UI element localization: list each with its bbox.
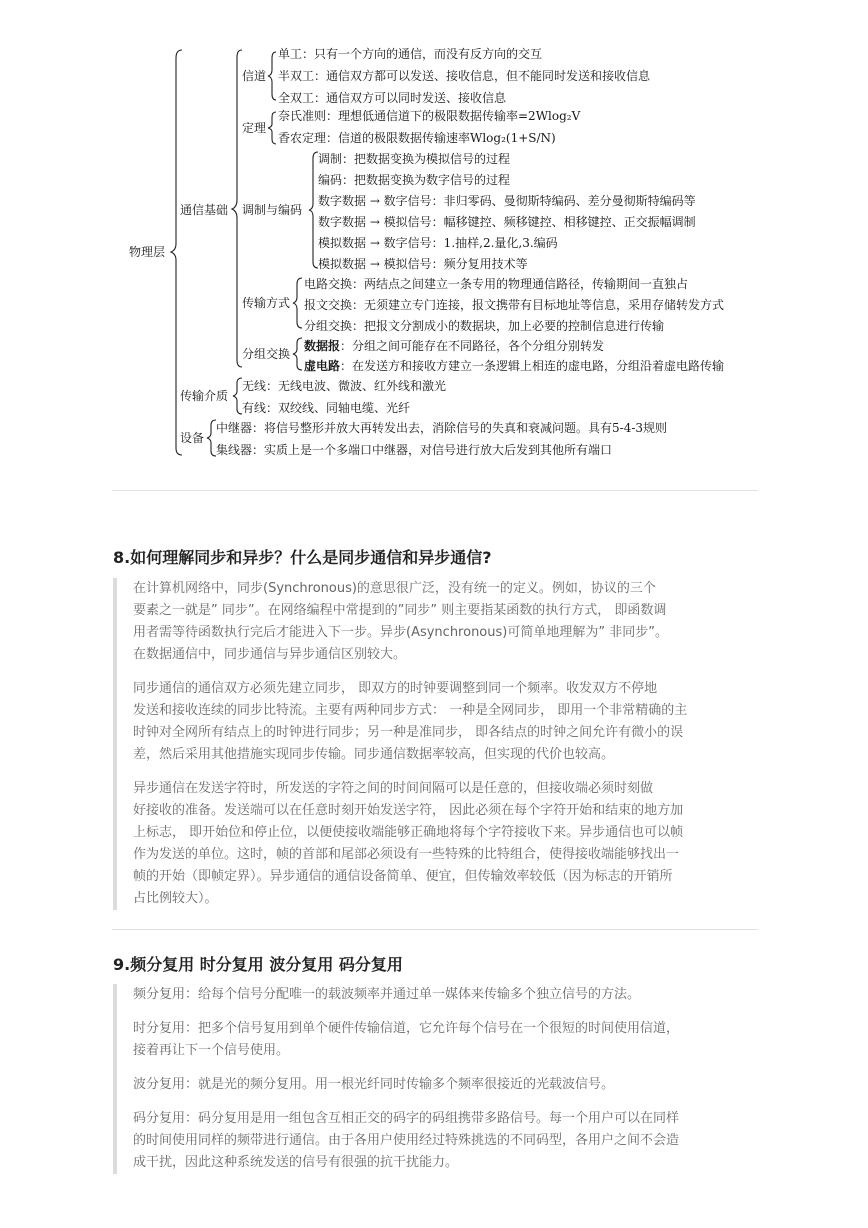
packet-item <box>304 338 604 354</box>
mindmap-packet-switching: 分组交换 <box>242 347 291 361</box>
packet-desc: ：在发送方和接收方建立一条逻辑上相连的虚电路，分组沿着虚电路传输 <box>340 359 725 373</box>
medium-item: 有线：双绞线、同轴电缆、光纤 <box>242 401 411 415</box>
mindmap-device: 设备 <box>180 431 205 445</box>
paragraph: 频分复用：给每个信号分配唯一的载波频率并通过单一媒体来传输多个独立信号的方法。 <box>133 987 641 1002</box>
medium-item: 无线：无线电波、微波、红外线和激光 <box>242 379 447 393</box>
bracket-medium <box>233 378 242 414</box>
channel-item: 全双工：通信双方可以同时发送、接收信息 <box>278 91 507 105</box>
device-item: 集线器：实质上是一个多端口中继器，对信号进行放大后发到其他所有端口 <box>216 443 613 457</box>
paragraph: 码分复用：码分复用是用一组包含互相正交的码字的码组携带多路信号。每一个用户可以在同样 的时间使用同样的频带进行通信。由于各用户使用经过特殊挑选的不同码型，各用户之间不会造 成干扰，因此这种系统发送的信号有很强的抗干扰能力。 <box>133 1111 680 1170</box>
packet-term: 数据报 <box>304 339 341 353</box>
device-item: 中继器：将信号整形并放大再转发出去，消除信号的失真和衰减问题。具有5-4-3规则 <box>216 421 668 435</box>
section-8-quote <box>113 578 750 910</box>
channel-item: 半双工：通信双方都可以发送、接收信息，但不能同时发送和接收信息 <box>278 69 651 83</box>
mindmap-comm-basics: 通信基础 <box>180 203 229 217</box>
mindmap-medium: 传输介质 <box>180 389 229 403</box>
paragraph: 时分复用：把多个信号复用到单个硬件传输信道，它允许每个信号在一个很短的时间使用信道， 接着再让下一个信号使用。 <box>133 1021 680 1058</box>
transmission-item: 电路交换：两结点之间建立一条专用的物理通信路径，传输期间一直独占 <box>304 277 689 291</box>
packet-term: 虚电路 <box>304 359 341 373</box>
paragraph: 波分复用：就是光的频分复用。用一根光纤同时传输多个频率很接近的光载波信号。 <box>133 1077 615 1092</box>
modulation-item: 模拟数据 → 模拟信号：频分复用技术等 <box>318 257 528 271</box>
section-divider <box>112 490 758 491</box>
mindmap-transmission: 传输方式 <box>242 296 291 310</box>
theorem-item: 奈氏准则：理想低通信道下的极限数据传输率=2Wlog₂V <box>278 109 581 123</box>
paragraph: 在计算机网络中，同步(Synchronous)的意思很广泛，没有统一的定义。例如，协议的三个 要素之一就是” 同步”。在网络编程中常提到的”同步” 则主要指某函数的执行方式， 即函数调 用者需等待函数执行完后才能进入下一步。异步(Asynchronous)可简单地理解为” 非同步”。 在数据通信中，同步通信与异步通信区别较大。 <box>133 581 668 662</box>
modulation-item: 调制：把数据变换为模拟信号的过程 <box>318 152 511 166</box>
modulation-item: 数字数据 → 模拟信号：幅移键控、频移键控、相移键控、正交振幅调制 <box>318 215 696 229</box>
transmission-item: 报文交换：无须建立专门连接，报文携带有目标地址等信息，采用存储转发方式 <box>304 298 725 312</box>
mindmap-theorem: 定理 <box>242 121 267 135</box>
transmission-item: 分组交换：把报文分割成小的数据块，加上必要的控制信息进行传输 <box>304 319 665 333</box>
modulation-item: 编码：把数据变换为数字信号的过程 <box>318 173 511 187</box>
bracket-theorem <box>268 112 276 144</box>
mindmap-root: 物理层 <box>129 245 166 259</box>
section-8-title: 8.如何理解同步和异步？什么是同步通信和异步通信? <box>113 548 492 567</box>
physical-layer-mindmap <box>0 0 868 470</box>
bracket-modulation <box>309 152 318 268</box>
mindmap-modulation: 调制与编码 <box>242 203 303 217</box>
packet-item <box>304 358 724 374</box>
paragraph: 异步通信在发送字符时，所发送的字符之间的时间间隔可以是任意的，但接收端必须时刻做 好接收的准备。发送端可以在任意时刻开始发送字符， 因此必须在每个字符开始和结束的地方加 上标志， 即开始位和停止位，以便使接收端能够正确地将每个字符接收下来。异步通信也可以帧 作为发送的单位。这时，帧的首部和尾部必须设有一些特殊的比特组合，使得接收端能够找出一 帧的开始（即帧定界）。异步通信的通信设备简单、便宜，但传输效率较低（因为标志的开销所 占比例较大）。 <box>133 781 684 906</box>
bracket-channel <box>268 52 276 100</box>
section-9-quote <box>113 984 750 1174</box>
channel-item: 单工：只有一个方向的通信，而没有反方向的交互 <box>278 47 543 61</box>
packet-desc: ：分组之间可能存在不同路径，各个分组分别转发 <box>340 339 605 353</box>
modulation-item: 数字数据 → 数字信号：非归零码、曼彻斯特编码、差分曼彻斯特编码等 <box>318 194 696 208</box>
theorem-item: 香农定理：信道的极限数据传输速率Wlog₂(1+S/N) <box>278 131 556 145</box>
bracket-comm <box>232 50 242 367</box>
bracket-packet <box>293 338 302 370</box>
paragraph: 同步通信的通信双方必须先建立同步， 即双方的时钟要调整到同一个频率。收发双方不停地 发送和接收连续的同步比特流。主要有两种同步方式： 一种是全网同步， 即用一个非常精确的主 时钟对全网所有结点上的时钟进行同步；另一种是准同步， 即各结点的时钟之间允许有微小的误 差，然后采用其他措施实现同步传输。同步通信数据率较高，但实现的代价也较高。 <box>133 681 688 762</box>
section-divider <box>112 929 758 930</box>
section-9-title: 9.频分复用 时分复用 波分复用 码分复用 <box>113 955 403 974</box>
modulation-item: 模拟数据 → 数字信号：1.抽样,2.量化,3.编码 <box>318 236 558 250</box>
bracket-transmission <box>293 278 302 328</box>
mindmap-channel: 信道 <box>242 69 267 83</box>
bracket-device <box>207 420 216 456</box>
